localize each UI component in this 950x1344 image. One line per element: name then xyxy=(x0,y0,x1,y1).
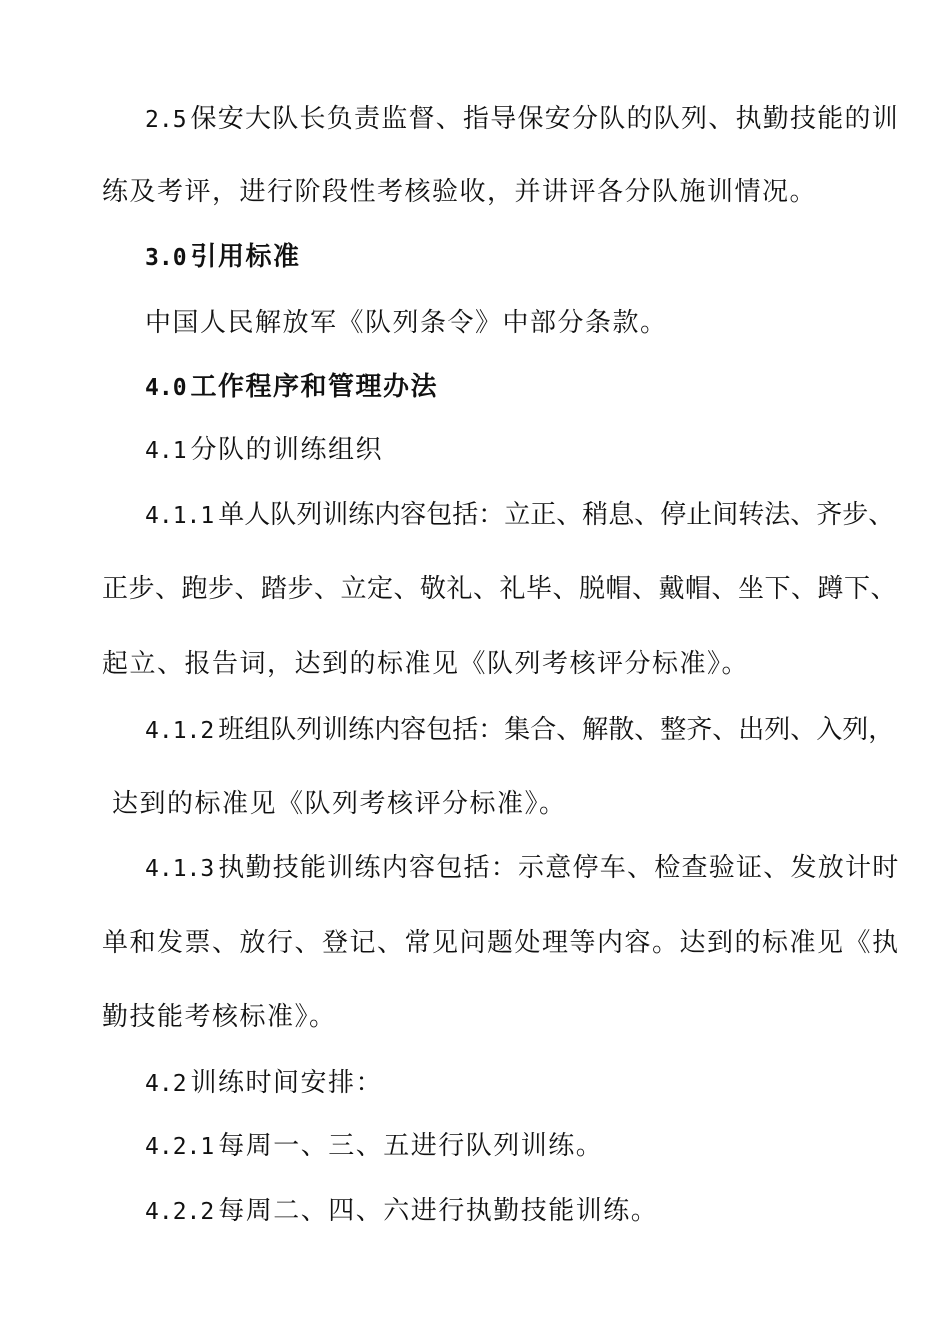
section-number: 4.1.1 xyxy=(145,503,215,529)
heading-text: 工作程序和管理办法 xyxy=(190,372,439,402)
section-number: 4.0 xyxy=(145,375,187,401)
subsection-4-1 xyxy=(145,435,383,466)
section-number: 2.5 xyxy=(145,107,187,133)
paragraph-text: 起立、报告词，达到的标准见《队列考核评分标准》。 xyxy=(102,649,750,679)
paragraph-4-1-1-line-1 xyxy=(145,500,894,531)
paragraph-4-2-2 xyxy=(145,1196,658,1227)
paragraph-text: 练及考评，进行阶段性考核验收，并讲评各分队施训情况。 xyxy=(102,177,818,207)
paragraph-text: 单和发票、放行、登记、常见问题处理等内容。达到的标准见《执 xyxy=(102,928,900,958)
section-number: 4.1.2 xyxy=(145,718,215,744)
paragraph-text: 班组队列训练内容包括：集合、解散、整齐、出列、入列， xyxy=(218,715,895,745)
paragraph-text: 每周一、三、五进行队列训练。 xyxy=(218,1131,604,1161)
section-number: 4.1 xyxy=(145,438,187,464)
paragraph-text: 保安大队长负责监督、指导保安分队的队列、执勤技能的训 xyxy=(190,104,900,134)
paragraph-text: 勤技能考核标准》。 xyxy=(102,1002,337,1032)
paragraph-4-1-2-line-1 xyxy=(145,715,894,746)
paragraph-2-5-line-2 xyxy=(102,177,817,207)
section-number: 3.0 xyxy=(145,245,187,271)
section-number: 4.2.1 xyxy=(145,1134,215,1160)
reference-paragraph xyxy=(145,308,668,338)
paragraph-4-1-3-line-3 xyxy=(102,1002,337,1032)
section-heading-4-0 xyxy=(145,372,438,403)
paragraph-text: 中国人民解放军《队列条令》中部分条款。 xyxy=(145,308,668,338)
paragraph-4-1-2-line-2 xyxy=(112,789,567,819)
section-number: 4.2 xyxy=(145,1071,187,1097)
paragraph-4-1-3-line-1 xyxy=(145,853,900,884)
paragraph-4-2-1 xyxy=(145,1131,603,1162)
paragraph-text: 每周二、四、六进行执勤技能训练。 xyxy=(218,1196,659,1226)
paragraph-text: 单人队列训练内容包括：立正、稍息、停止间转法、齐步、 xyxy=(218,500,895,530)
paragraph-2-5-line-1 xyxy=(145,104,899,135)
subsection-text: 分队的训练组织 xyxy=(190,435,384,465)
section-number: 4.1.3 xyxy=(145,856,215,882)
paragraph-text: 正步、跑步、踏步、立定、敬礼、礼毕、脱帽、戴帽、坐下、蹲下、 xyxy=(102,574,898,604)
paragraph-text: 执勤技能训练内容包括：示意停车、检查验证、发放计时 xyxy=(218,853,900,883)
section-number: 4.2.2 xyxy=(145,1199,215,1225)
heading-text: 引用标准 xyxy=(190,242,301,272)
paragraph-4-1-1-line-3 xyxy=(102,649,749,679)
section-heading-3-0 xyxy=(145,242,301,273)
paragraph-4-1-1-line-2 xyxy=(102,574,897,604)
paragraph-4-1-3-line-2 xyxy=(102,928,900,958)
subsection-4-2 xyxy=(145,1068,383,1099)
paragraph-text: 达到的标准见《队列考核评分标准》。 xyxy=(112,789,567,819)
subsection-text: 训练时间安排： xyxy=(190,1068,384,1098)
